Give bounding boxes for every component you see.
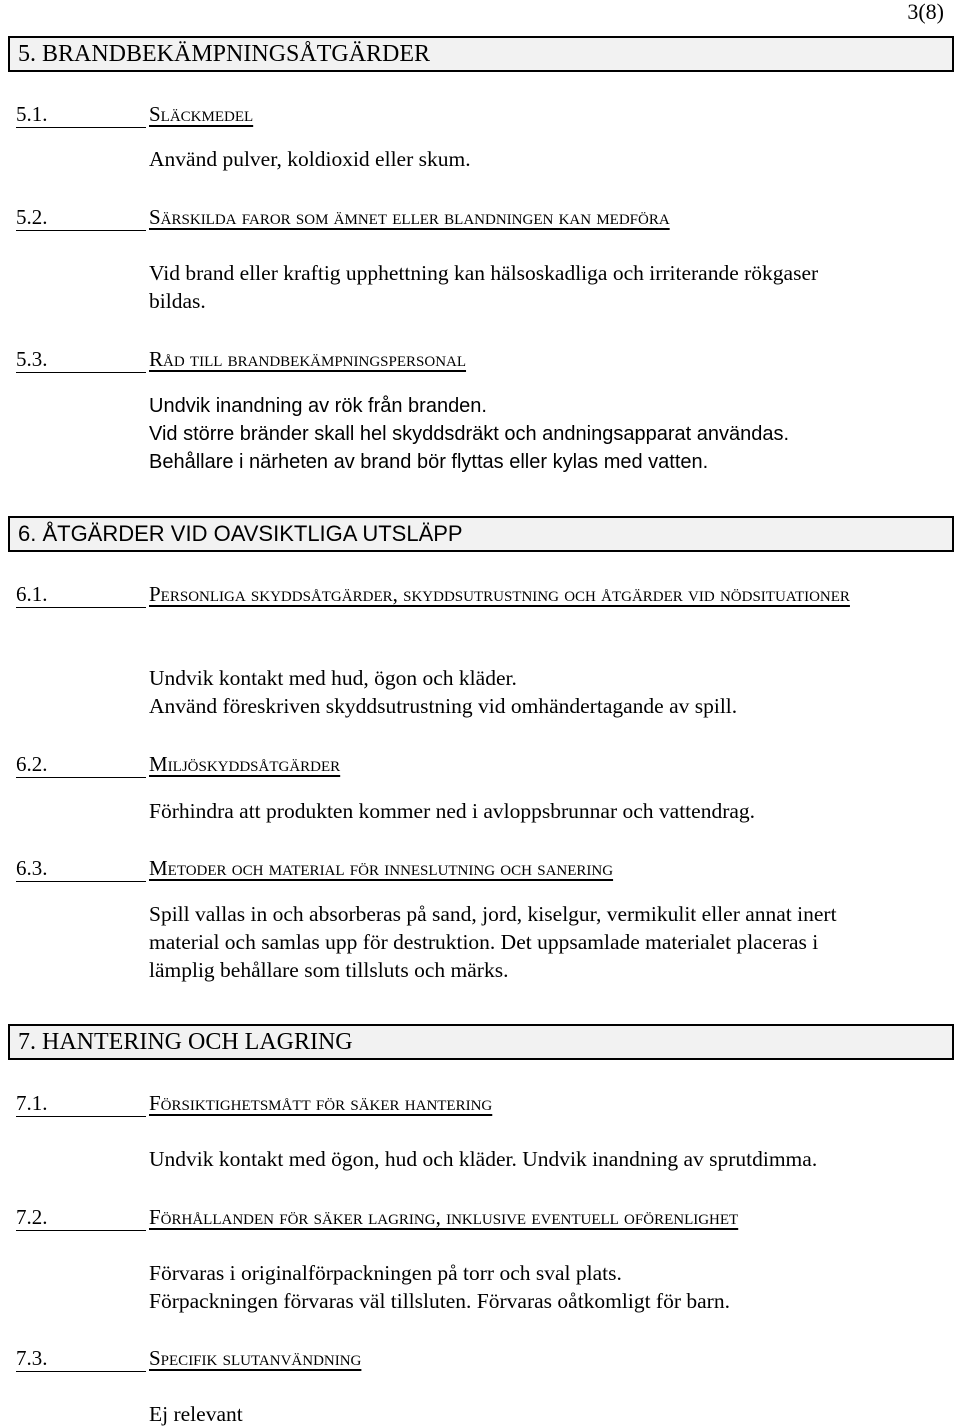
text-line: Behållare i närheten av brand bör flyttas eller kylas med vatten. bbox=[149, 451, 709, 473]
subsection-7-1-number: 7.1. bbox=[16, 1089, 146, 1117]
text-line: Undvik inandning av rök från branden. bbox=[149, 395, 487, 417]
subsection-5-1-title: Släckmedel bbox=[149, 102, 254, 126]
subsection-6-2-number: 6.2. bbox=[16, 750, 146, 778]
subsection-7-2-number: 7.2. bbox=[16, 1203, 146, 1231]
text-line: Vid brand eller kraftig upphettning kan hälsoskadliga och irriterande rökgaser bbox=[149, 261, 819, 285]
subsection-6-3-title: Metoder och material för inneslutning och sanering bbox=[149, 856, 614, 880]
subsection-5-2-text bbox=[149, 259, 949, 315]
subsection-7-2-text bbox=[149, 1259, 949, 1315]
text-line: Vid större bränder skall hel skyddsdräkt och andningsapparat användas. bbox=[149, 423, 790, 445]
subsection-6-1-number: 6.1. bbox=[16, 580, 146, 608]
subsection-5-2-title: Särskilda faror som ämnet eller blandningen kan medföra bbox=[149, 205, 670, 229]
subsection-5-1-number: 5.1. bbox=[16, 100, 146, 128]
subsection-7-3-number: 7.3. bbox=[16, 1344, 146, 1372]
text-line: Undvik kontakt med ögon, hud och kläder. Undvik inandning av sprutdimma. bbox=[149, 1147, 818, 1171]
subsection-6-1-text bbox=[149, 664, 949, 720]
text-line: Spill vallas in och absorberas på sand, jord, kiselgur, vermikulit eller annat inert bbox=[149, 902, 837, 926]
subsection-6-2-text bbox=[149, 797, 949, 825]
section-6-header: 6. ÅTGÄRDER VID OAVSIKTLIGA UTSLÄPP bbox=[8, 516, 954, 552]
text-line: material och samlas upp för destruktion. Det uppsamlade materialet placeras i bbox=[149, 930, 819, 954]
text-line: Ej relevant bbox=[149, 1402, 243, 1426]
text-line: Förpackningen förvaras väl tillsluten. Förvaras oåtkomligt för barn. bbox=[149, 1289, 730, 1313]
subsection-7-3-title: Specifik slutanvändning bbox=[149, 1346, 362, 1370]
subsection-7-2-title: Förhållanden för säker lagring, inklusive eventuell oförenlighet bbox=[149, 1205, 739, 1229]
subsection-6-3-number: 6.3. bbox=[16, 854, 146, 882]
text-line: Förvaras i originalförpackningen på torr och sval plats. bbox=[149, 1261, 622, 1285]
subsection-5-3-title: Råd till brandbekämpningspersonal bbox=[149, 347, 467, 371]
page-number: 3(8) bbox=[907, 0, 944, 24]
text-line: Förhindra att produkten kommer ned i avloppsbrunnar och vattendrag. bbox=[149, 799, 756, 823]
text-line: lämplig behållare som tillsluts och märks. bbox=[149, 958, 509, 982]
subsection-5-2-number: 5.2. bbox=[16, 203, 146, 231]
subsection-5-3-text bbox=[149, 392, 949, 476]
section-7-header: 7. HANTERING OCH LAGRING bbox=[8, 1024, 954, 1060]
text-line: Använd föreskriven skyddsutrustning vid omhändertagande av spill. bbox=[149, 694, 738, 718]
text-line: Undvik kontakt med hud, ögon och kläder. bbox=[149, 666, 517, 690]
subsection-6-3-text bbox=[149, 900, 949, 984]
subsection-7-1-text bbox=[149, 1145, 949, 1173]
subsection-7-3-text bbox=[149, 1400, 949, 1428]
subsection-6-2-title: Miljöskyddsåtgärder bbox=[149, 752, 341, 776]
text-line: bildas. bbox=[149, 289, 206, 313]
text-line: Använd pulver, koldioxid eller skum. bbox=[149, 147, 471, 171]
subsection-6-1-title: Personliga skyddsåtgärder, skyddsutrustning och åtgärder vid nödsituationer bbox=[149, 582, 850, 606]
subsection-5-1-text bbox=[149, 145, 949, 173]
subsection-5-3-number: 5.3. bbox=[16, 345, 146, 373]
subsection-7-1-title: Försiktighetsmått för säker hantering bbox=[149, 1091, 493, 1115]
section-5-header: 5. BRANDBEKÄMPNINGSÅTGÄRDER bbox=[8, 36, 954, 72]
